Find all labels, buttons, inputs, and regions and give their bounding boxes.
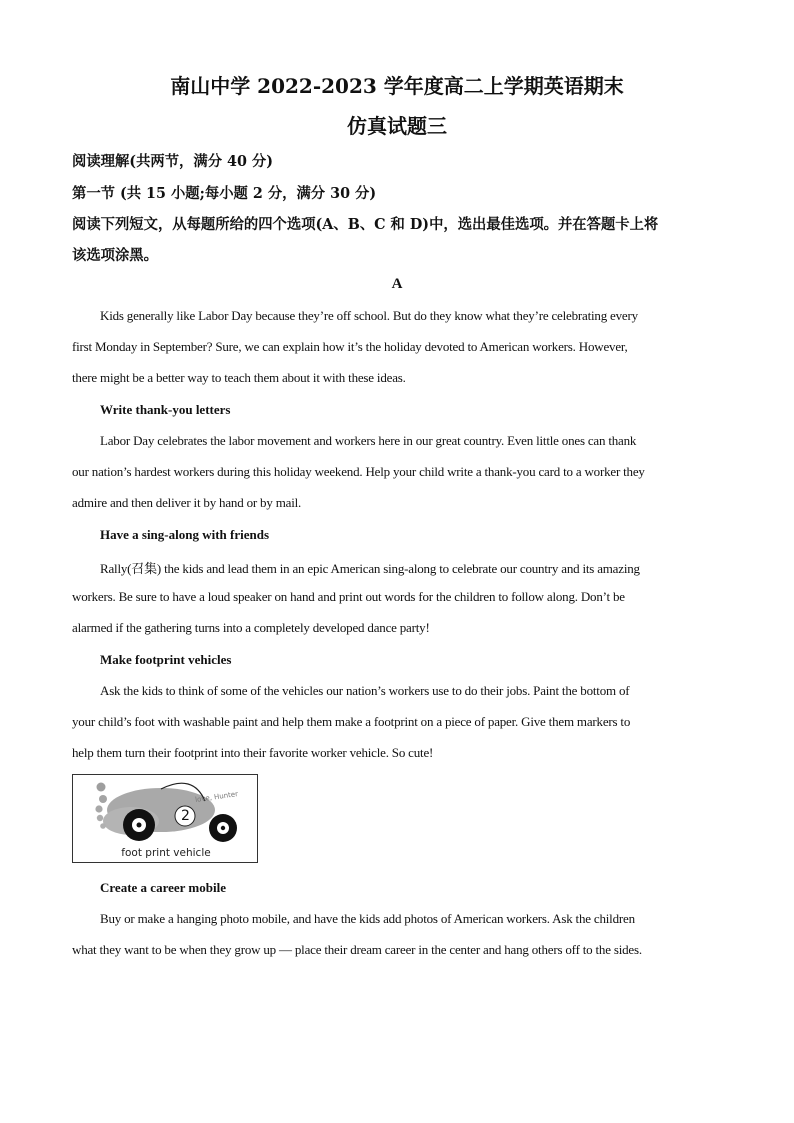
paragraph-line: Labor Day celebrates the labor movement and workers here in our great country. Even little ones can thank [100,433,637,448]
toe-print [100,823,106,829]
figure-number: 2 [181,808,190,824]
paragraph-line: admire and then deliver it by hand or by mail. [72,495,302,510]
instruction-text: 阅读下列短文，从每题所给的四个选项(A、B、C 和 D)中，选出最佳选项。并在答题卡上将 [72,216,659,233]
toe-print [97,815,103,821]
passage-label: A [391,276,403,292]
front-wheel-center [137,823,142,828]
section-heading: Make footprint vehicles [100,652,232,667]
section-heading: Write thank-you letters [100,402,231,417]
paragraph-line: workers. Be sure to have a loud speaker on hand and print out words for the children to follow along. Don’t be [72,589,625,604]
exam-title: 南山中学 2022-2023 学年度高二上学期英语期末 [170,74,624,98]
paragraph-line: alarmed if the gathering turns into a completely developed dance party! [72,620,430,635]
exam-subtitle: 仿真试题三 [347,114,447,138]
paragraph-line: first Monday in September? Sure, we can explain how it’s the holiday devoted to American workers. However, [72,339,628,354]
paragraph-line: help them turn their footprint into their favorite worker vehicle. So cute! [72,745,434,760]
footprint-vehicle-image [72,774,258,863]
paragraph-line: there might be a better way to teach them about it with these ideas. [72,370,406,385]
figure-handwritten-note: love, Hunter [194,790,239,804]
toe-print [97,783,106,792]
paragraph-line: Buy or make a hanging photo mobile, and have the kids add photos of American workers. Ask the children [100,911,635,926]
rear-wheel-center [221,826,225,830]
instruction-text-continued: 该选项涂黑。 [72,247,158,264]
paragraph-line: what they want to be when they grow up — place their dream career in the center and hang others off to the sides. [72,942,642,957]
paragraph-line: our nation’s hardest workers during this holiday weekend. Help your child write a thank-you card to a worker they [72,464,645,479]
paragraph-line: Ask the kids to think of some of the vehicles our nation’s workers use to do their jobs. Paint the bottom of [100,683,630,698]
paragraph-line: Kids generally like Labor Day because they’re off school. But do they know what they’re celebrating every [100,308,638,323]
section-heading: Create a career mobile [100,880,226,895]
paragraph-line: your child’s foot with washable paint and help them make a footprint on a piece of paper. Give them markers to [72,714,631,729]
toe-print [99,795,107,803]
reading-section-heading: 阅读理解(共两节，满分 40 分) [72,153,274,170]
figure-caption: foot print vehicle [121,847,211,859]
paragraph-line: Rally(召集) the kids and lead them in an epic American sing-along to celebrate our country and its amazing [100,561,640,576]
section-heading: Have a sing-along with friends [100,527,270,542]
part-one-heading: 第一节 (共 15 小题;每小题 2 分，满分 30 分) [72,185,377,202]
toe-print [95,805,102,812]
